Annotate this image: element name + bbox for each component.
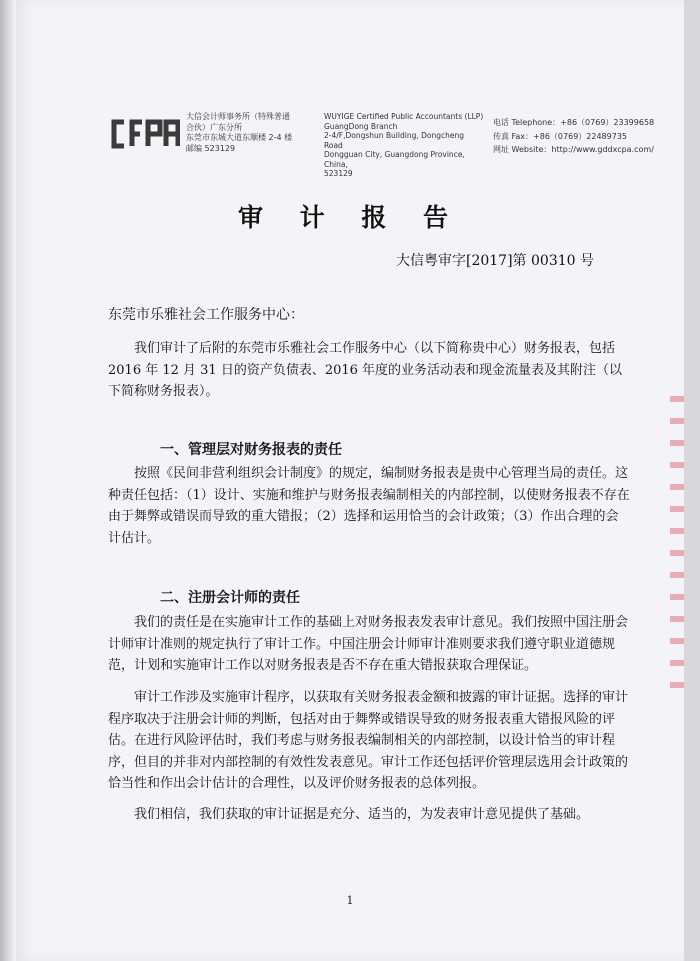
letterhead-en-line: Dongguan City, Guangdong Province, China,	[324, 150, 465, 169]
section-heading-management: 一、管理层对财务报表的责任	[160, 442, 342, 458]
letterhead-cn-line: 东莞市东城大道东顺楼 2-4 楼	[186, 133, 293, 142]
letterhead-en-line: 2-4/F,Dongshun Building, Dongcheng Road	[324, 131, 464, 150]
letterhead-contact	[493, 118, 673, 159]
paragraph-audit-evidence: 我们相信，我们获取的审计证据是充分、适当的，为发表审计意见提供了基础。	[134, 807, 590, 822]
report-title: 审 计 报 告	[237, 203, 463, 232]
seam-stamp-mark	[670, 396, 684, 696]
letterhead-chinese-address	[186, 112, 331, 154]
letterhead-english-address	[324, 112, 484, 179]
addressee: 东莞市乐雅社会工作服务中心：	[108, 307, 304, 323]
letterhead-en-line: GuangDong Branch	[324, 121, 398, 131]
telephone: 电话 Telephone：+86（0769）23399658	[493, 118, 655, 127]
paragraph-auditor-responsibility: 我们的责任是在实施审计工作的基础上对财务报表发表审计意见。我们按照中国注册会计师审计准则的规定执行了审计工作。中国注册会计师审计准则要求我们遵守职业道德规范，计划和实施审计工作以对财务报表是否不存在重大错报获取合理保证。	[108, 615, 629, 673]
firm-logo	[108, 114, 180, 154]
document-page	[16, 0, 684, 961]
fax: 传真 Fax：+86（0769）22489735	[493, 131, 628, 141]
page-number: 1	[346, 894, 354, 907]
paragraph-audit-procedures: 审计工作涉及实施审计程序，以获取有关财务报表金额和披露的审计证据。选择的审计程序取决于注册会计师的判断，包括对由于舞弊或错误导致的财务报表重大错报风险的评估。在进行风险评估时，我们考虑与财务报表编制相关的内部控制，以设计恰当的审计程序，但目的并非对内部控制的有效性发表意见。审计工作还包括评价管理层选用会计政策的恰当性和作出会计估计的合理性，以及评价财务报表的总体列报。	[108, 690, 629, 791]
letterhead	[108, 110, 668, 178]
letterhead-cn-line: 邮编 523129	[186, 143, 236, 153]
letterhead-en-line: WUYIGE Certified Public Accountants (LLP)	[324, 112, 484, 121]
letterhead-en-line: 523129	[324, 169, 353, 178]
paragraph-management-responsibility: 按照《民间非营利组织会计制度》的规定，编制财务报表是贵中心管理当局的责任。这种责任包括：（1）设计、实施和维护与财务报表编制相关的内部控制，以使财务报表不存在由于舞弊或错误而导致的重大错报；（2）选择和运用恰当的会计政策；（3）作出合理的会计估计。	[108, 466, 630, 546]
letterhead-cn-line: 大信会计师事务所（特殊普通	[186, 112, 290, 121]
letterhead-cn-line: 合伙）广东分所	[186, 122, 242, 132]
paragraph-intro: 我们审计了后附的东莞市乐雅社会工作服务中心（以下简称贵中心）财务报表，包括 2016 年 12 月 31 日的资产负债表、2016 年度的业务活动表和现金流量表及其附注（以下简称财务报表）。	[108, 341, 623, 399]
binding-edge	[0, 0, 16, 961]
document-number: 大信粤审字[2017]第 00310 号	[396, 253, 594, 269]
section-heading-auditor: 二、注册会计师的责任	[160, 590, 300, 606]
website: 网址 Website：http://www.gddxcpa.com/	[493, 145, 654, 154]
